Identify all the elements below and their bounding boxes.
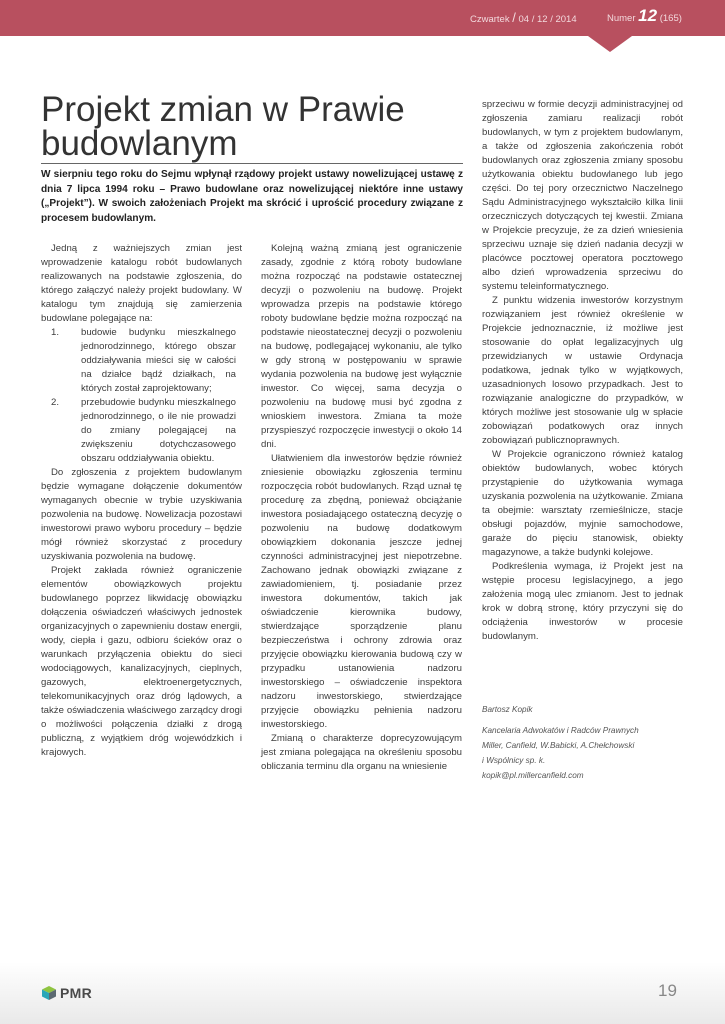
article-lead: W sierpniu tego roku do Sejmu wpłynął rządowy projekt ustawy nowelizującej ustawę z dnia 7 lipca 1994 roku – Prawo budowlane oraz nowelizującej niektóre inne ustawy („Projekt”). W swoich założeniach Projekt ma skrócić i uprościć procedury związane z procesem budowlanym. (41, 169, 463, 224)
issue-number-total: (165) (659, 13, 682, 24)
pmr-logo (41, 984, 92, 1002)
list-item-text: przebudowie budynku mieszkalnego jednorodzinnego, o ile nie prowadzi do zmiany polegającej na zwiększeniu dotychczasowego obszaru oddziaływania obiektu. (81, 397, 236, 464)
article-column-1 (41, 242, 242, 760)
author-firm: Kancelaria Adwokatów i Radców Prawnych (482, 726, 639, 735)
footer-band (0, 962, 725, 1024)
title-divider (41, 163, 463, 164)
article-column-3 (482, 98, 683, 644)
paragraph: Zmianą o charakterze doprecyzowującym jest zmiana polegająca na określeniu sposobu obliczania terminu dla organu na wniesienie (261, 733, 462, 772)
paragraph: Z punktu widzenia inwestorów korzystnym rozwiązaniem jest również określenie w Projekcie jednoznacznie, iż możliwe jest stosowanie do opłat legalizacyjnych ulg przewidzianych w ustawie Ordynacja podatkowa, jednak tylko w wyjątkowych, uzasadnionych losowo przypadkach. Jest to rozwiązanie analogiczne do przypadków, w których możliwe jest stosowanie ulg w spłacie zobowiązań podatkowych oraz innych zobowiązań publicznoprawnych. (482, 295, 683, 446)
list-item (41, 326, 242, 396)
list-item-number: 1. (51, 327, 60, 338)
date-slash: / (512, 10, 516, 25)
paragraph: Podkreślenia wymaga, iż Projekt jest na wstępie procesu legislacyjnego, a jego założenia mogą ulec zmianom. Jest to jednak krok w dobrą stronę, który przyczyni się do odciążenia inwestorów w procesie budowlanym. (482, 561, 683, 642)
author-signature (482, 702, 702, 783)
numbered-list (41, 326, 242, 466)
author-firm-suffix: i Wspólnicy sp. k. (482, 756, 546, 765)
issue-number-value: 12 (638, 6, 658, 25)
author-firm-partners: Miller, Canfield, W.Babicki, A.Chełchowski (482, 741, 635, 750)
issue-number (607, 6, 682, 26)
list-item-number: 2. (51, 397, 60, 408)
paragraph: Projekt zakłada również ograniczenie elementów obowiązkowych projektu budowlanego poprzez likwidację obowiązku dołączenia oświadczeń właściwych jednostek organizacyjnych o zapewnieniu dostaw energii, wody, ciepła i gazu, odbioru ścieków oraz o warunkach przyłączenia obiektu do sieci wodociągowych, kanalizacyjnych, cieplnych, gazowych, elektroenergetycznych, telekomunikacyjnych oraz dróg lądowych, a także oświadczenia właściwego zarządcy drogi o możliwości połączenia działki z drogą publiczną, z wyjątkiem dróg wojewódzkich i krajowych. (41, 565, 242, 758)
paragraph: sprzeciwu w formie decyzji administracyjnej od zgłoszenia zamiaru realizacji robót budowlanych, w tym z projektem budowlanym, a także od zgłoszenia zakończenia robót budowlanych oraz zgłoszenia zmiany sposobu użytkowania obiektu budowlanego lub jego części. Do tej pory orzecznictwo Naczelnego Sądu Administracyjnego wykształciło kilka linii orzeczniczych dotyczących tej kwestii. Zmiana w Projekcie precyzuje, że za dzień wniesienia sprzeciwu uznaje się dzień nadania decyzji w placówce pocztowej operatora pocztowego albo dzień wprowadzenia sprzeciwu do systemu teleinformatycznego. (482, 99, 683, 292)
author-name: Bartosz Kopik (482, 705, 533, 714)
pmr-logo-text: PMR (60, 985, 93, 1001)
paragraph: W Projekcie ograniczono również katalog obiektów budowlanych, wobec których przystąpienie do użytkowania wymaga uzyskania pozwolenia na użytkowanie. Zmiana ta obejmie: warsztaty rzemieślnicze, stacje obsługi pojazdów, myjnie samochodowe, garaże do pięciu stanowisk, obiekty magazynowe, a także budynki kolejowe. (482, 449, 683, 558)
paragraph: Ułatwieniem dla inwestorów będzie również zniesienie obowiązku zgłoszenia terminu rozpoczęcia robót budowlanych. Rząd uznał tę procedurę za zbędną, ponieważ obciążanie inwestora posiadającego ostateczną decyzję o pozwoleniu na budowę dodatkowym obowiązkiem dokonania jeszcze jednej czynności administracyjnej jest niepotrzebne. Zachowano jednak obowiązki związane z zawiadomieniem, tj. posiadanie przez inwestora dokumentów, takich jak oświadczenie kierownika budowy, stwierdzające sporządzenie planu bezpieczeństwa i ochrony zdrowia oraz przyjęcie obowiązku kierowania budową czy w przypadku ustanowienia nadzoru inwestorskiego – oświadczenie inspektora nadzoru inwestorskiego, stwierdzające przyjęcie obowiązku pełnienia nadzoru inwestorskiego. (261, 453, 462, 730)
paragraph: Do zgłoszenia z projektem budowlanym będzie wymagane dołączenie dokumentów wymaganych obecnie w trybie uzyskiwania pozwolenia na budowę. Nowelizacja pozostawi inwestorowi prawo wyboru procedury – będzie mógł również skorzystać z procedury uzyskiwania pozwolenia na budowę. (41, 467, 242, 562)
paragraph: Kolejną ważną zmianą jest ograniczenie zasady, zgodnie z którą roboty budowlane można rozpocząć na podstawie ostatecznej decyzji o pozwoleniu na budowę. Projekt wprowadza przepis na podstawie którego roboty budowlane będzie można rozpocząć na podstawie nieostatecznej decyzji o pozwoleniu na budowę, podlegającej wykonaniu, ale tylko w gdy stroną w postępowaniu w sprawie wydania pozwolenia na budowę jest wyłącznie inwestor. Co więcej, sama decyzja o pozwoleniu na budowę musi być zgodna z wnioskiem inwestora. Zmiana ta może przyspieszyć rozpoczęcie inwestycji o około 14 dni. (261, 243, 462, 450)
issue-number-label: Numer (607, 13, 636, 24)
article-title-line-2: budowlanym (41, 124, 238, 163)
article-title-line-1: Projekt zmian w Prawie (41, 90, 405, 129)
list-item-text: budowie budynku mieszkalnego jednorodzinnego, którego obszar oddziaływania mieści się w całości na działce bądź działkach, na których został zaprojektowany; (81, 327, 236, 394)
list-item (41, 396, 242, 466)
issue-day: Czwartek (470, 14, 510, 25)
header-tab-pointer (588, 36, 632, 52)
pmr-cube-icon (41, 985, 57, 1001)
page-number: 19 (658, 981, 677, 1000)
issue-date-value: 04 / 12 / 2014 (518, 14, 577, 25)
author-email[interactable]: kopik@pl.millercanfield.com (482, 771, 584, 780)
issue-date (470, 10, 577, 25)
paragraph: Jedną z ważniejszych zmian jest wprowadzenie katalogu robót budowlanych realizowanych na podstawie zgłoszenia, do którego załączyć należy projekt budowlany. W katalogu tym znajdują się zamierzenia budowlane polegające na: (41, 243, 242, 324)
article-column-2 (261, 242, 462, 774)
article-title (41, 90, 471, 163)
